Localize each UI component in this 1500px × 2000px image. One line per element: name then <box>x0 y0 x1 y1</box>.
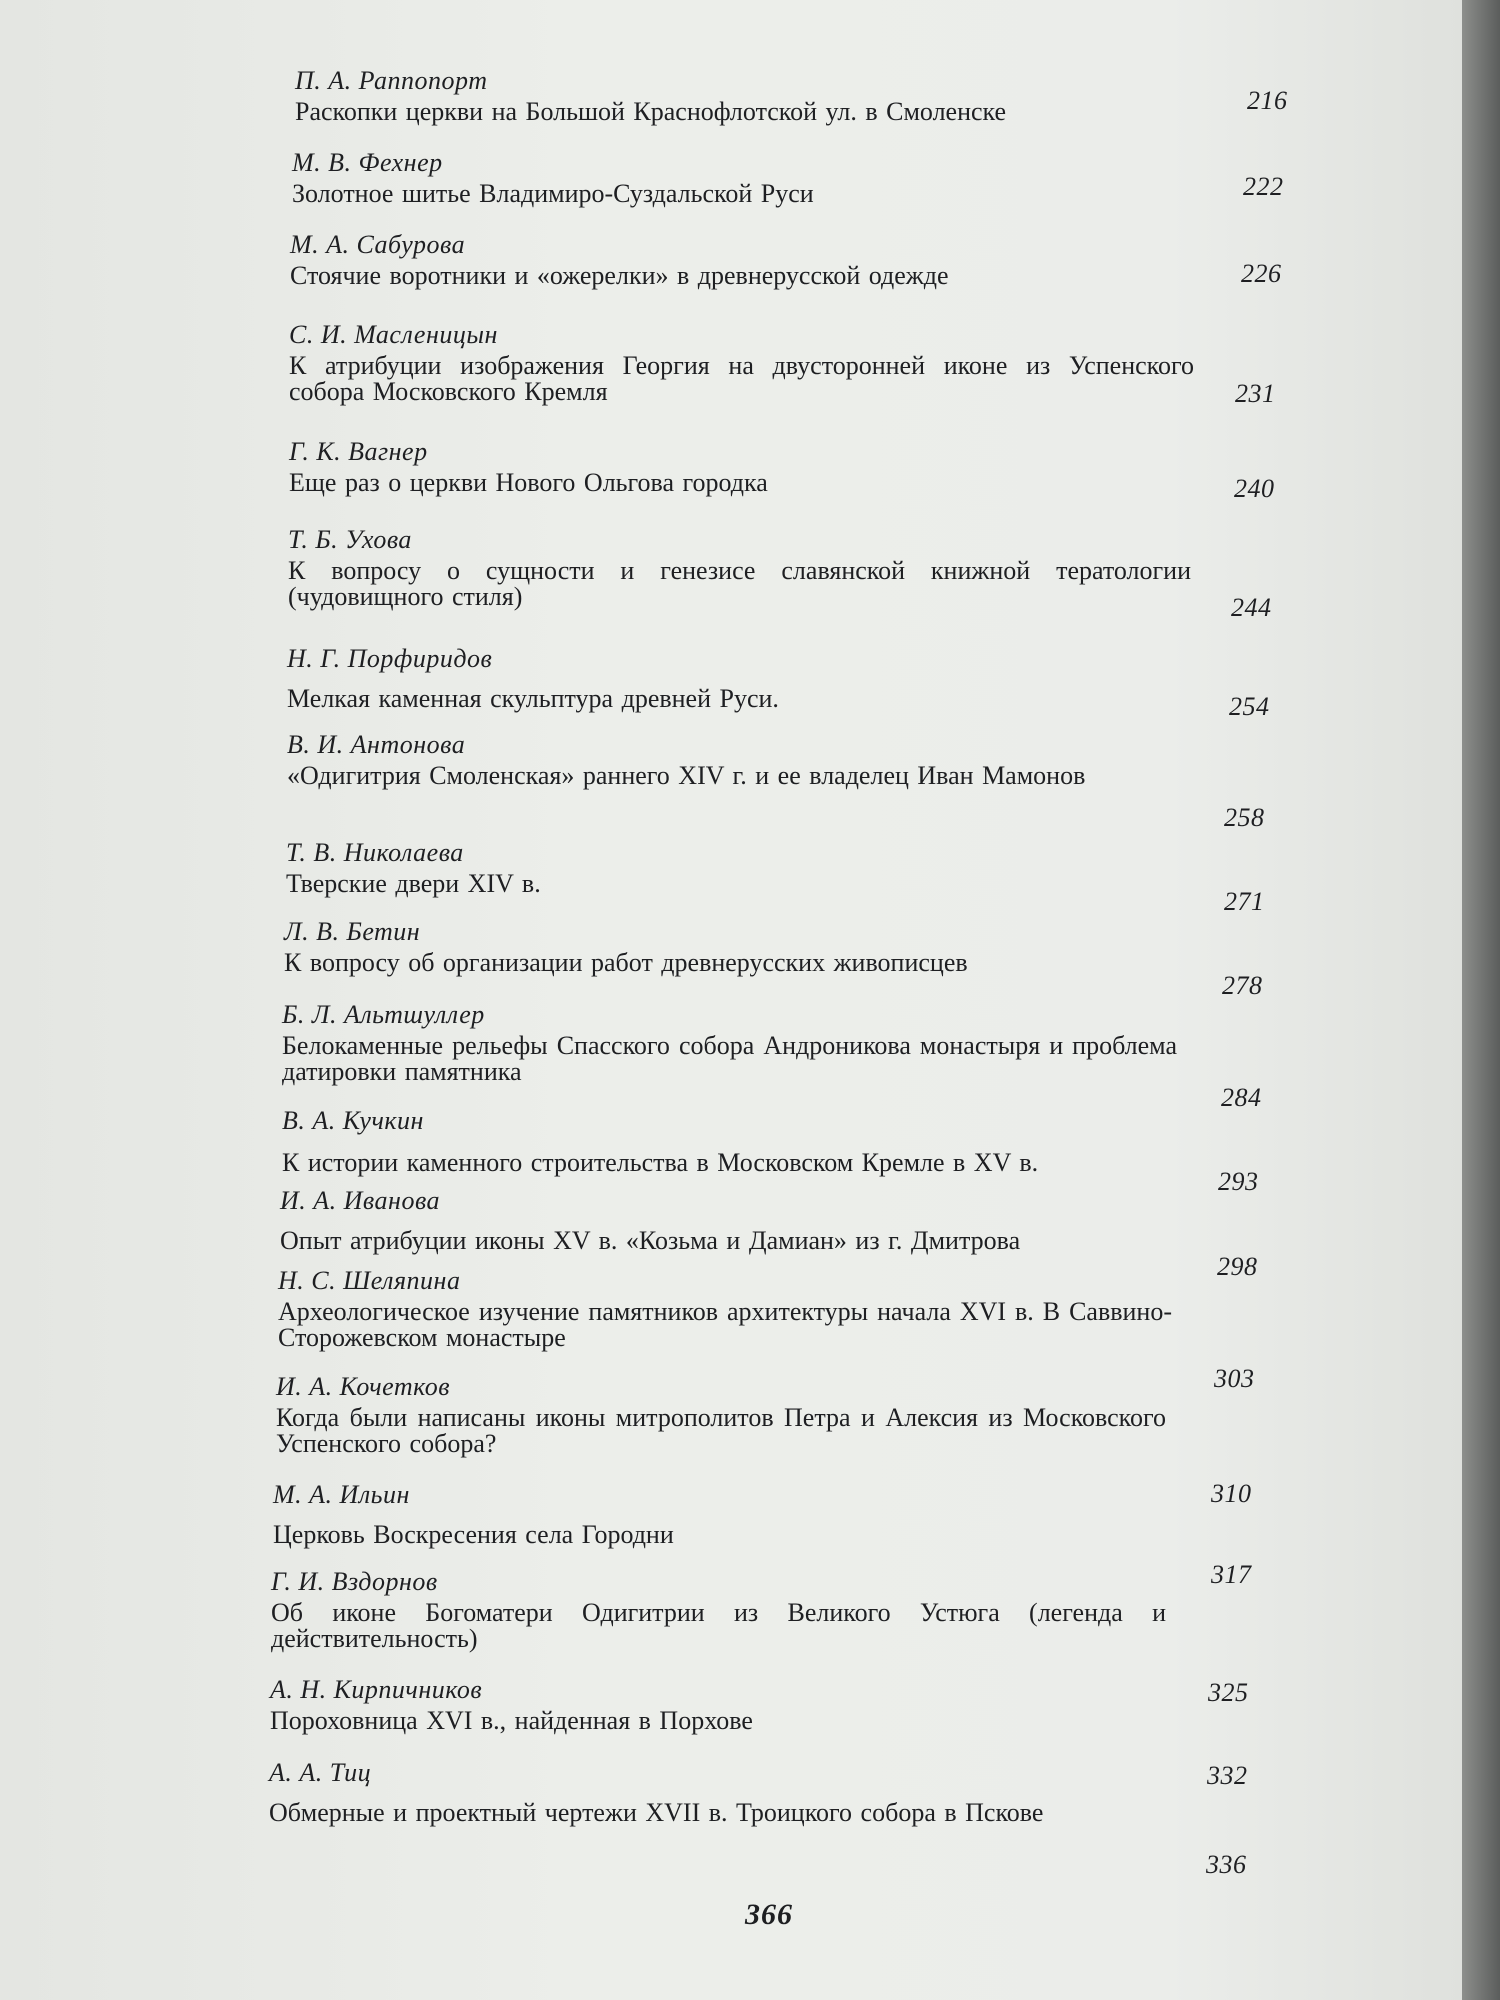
page-number-footer: 366 <box>745 1898 793 1931</box>
entry-page-number: 244 <box>1231 593 1272 622</box>
entry-page-number: 317 <box>1211 1560 1252 1589</box>
entry-page-number: 216 <box>1247 86 1288 115</box>
entry-page-number: 310 <box>1211 1479 1252 1508</box>
toc-entry <box>271 1567 1166 1652</box>
entry-title: К атрибуции изображения Георгия на двусторонней иконе из Успенского собора Московского Кремля <box>289 351 1194 406</box>
toc-entry <box>287 730 1190 789</box>
entry-author: Т. Б. Ухова <box>288 525 412 554</box>
toc-entry <box>290 230 1150 289</box>
entry-author: М. В. Фехнер <box>292 148 443 177</box>
toc-entry <box>270 1675 1170 1734</box>
toc-entry <box>269 1758 1169 1826</box>
entry-title: Обмерные и проектный чертежи XVII в. Троицкого собора в Пскове <box>269 1798 1044 1827</box>
entry-title: К вопросу о сущности и генезисе славянской книжной тератологии (чудовищного стиля) <box>288 556 1191 611</box>
toc-entry <box>284 917 1144 976</box>
entry-author: В. И. Антонова <box>287 730 466 759</box>
page-edge-shadow <box>1462 0 1500 2000</box>
entry-page-number: 298 <box>1217 1252 1258 1281</box>
entry-title: К вопросу об организации работ древнерусских живописцев <box>284 948 968 977</box>
entry-page-number: 293 <box>1218 1167 1259 1196</box>
entry-author: Н. С. Шеляпина <box>278 1266 461 1295</box>
entry-title: К истории каменного строительства в Московском Кремле в XV в. <box>282 1148 1039 1177</box>
entry-page-number: 231 <box>1235 379 1276 408</box>
entry-author: А. А. Тиц <box>269 1758 372 1787</box>
entry-author: Г. И. Вздорнов <box>271 1567 438 1596</box>
entry-title: Пороховница XVI в., найденная в Порхове <box>270 1706 753 1735</box>
entry-title: Тверские двери XIV в. <box>286 869 541 898</box>
entry-page-number: 254 <box>1229 692 1270 721</box>
entry-author: Г. К. Вагнер <box>289 437 428 466</box>
entry-author: С. И. Масленицын <box>289 320 498 349</box>
entry-author: Т. В. Николаева <box>286 838 464 867</box>
entry-page-number: 332 <box>1207 1761 1248 1790</box>
entry-author: М. А. Ильин <box>273 1480 410 1509</box>
entry-title: Опыт атрибуции иконы XV в. «Козьма и Дамиан» из г. Дмитрова <box>280 1226 1021 1255</box>
entry-title: Еще раз о церкви Нового Ольгова городка <box>289 468 768 497</box>
entry-title: «Одигитрия Смоленская» раннего XIV г. и ее владелец Иван Мамонов <box>287 761 1086 790</box>
entry-page-number: 271 <box>1224 887 1265 916</box>
entry-author: А. Н. Кирпичников <box>270 1675 483 1704</box>
entry-page-number: 240 <box>1234 474 1275 503</box>
toc-entry <box>295 66 1155 125</box>
toc-entry <box>276 1372 1166 1457</box>
entry-title: Стоячие воротники и «ожерелки» в древнерусской одежде <box>290 261 949 290</box>
toc-entry <box>289 320 1194 405</box>
toc-entry <box>273 1480 1133 1548</box>
entry-author: И. А. Иванова <box>280 1186 441 1215</box>
entry-author: М. А. Сабурова <box>290 230 466 259</box>
entry-page-number: 258 <box>1224 803 1265 832</box>
entry-page-number: 278 <box>1222 971 1263 1000</box>
toc-entry <box>289 437 1149 496</box>
entry-title: Белокаменные рельефы Спасского собора Андроникова монастыря и проблема датировки памятника <box>282 1031 1177 1086</box>
entry-author: И. А. Кочетков <box>276 1372 451 1401</box>
toc-entry <box>287 644 1147 712</box>
entry-title: Раскопки церкви на Большой Краснофлотской ул. в Смоленске <box>295 97 1007 126</box>
entry-author: Б. Л. Альтшуллер <box>282 1000 485 1029</box>
toc-entry <box>286 838 1146 897</box>
toc-entry <box>282 1106 1182 1176</box>
toc-entry <box>278 1266 1172 1351</box>
entry-page-number: 284 <box>1221 1083 1262 1112</box>
toc-entry <box>282 1000 1177 1085</box>
entry-author: Н. Г. Порфиридов <box>287 644 493 673</box>
entry-page-number: 336 <box>1206 1850 1247 1879</box>
entry-page-number: 222 <box>1243 172 1284 201</box>
toc-entry <box>280 1186 1180 1254</box>
entry-title: Мелкая каменная скульптура древней Руси. <box>287 684 779 713</box>
entry-author: П. А. Раппопорт <box>295 66 488 95</box>
entry-title: Золотное шитье Владимиро-Суздальской Руси <box>292 179 814 208</box>
entry-author: Л. В. Бетин <box>284 917 421 946</box>
entry-page-number: 226 <box>1241 259 1282 288</box>
toc-entry <box>292 148 1152 207</box>
entry-author: В. А. Кучкин <box>282 1106 424 1135</box>
entry-page-number: 325 <box>1208 1678 1249 1707</box>
entry-title: Об иконе Богоматери Одигитрии из Великого Устюга (легенда и действительность) <box>271 1598 1166 1653</box>
entry-title: Когда были написаны иконы митрополитов Петра и Алексия из Московского Успенского собора? <box>276 1403 1166 1458</box>
toc-entry <box>288 525 1191 610</box>
entry-page-number: 303 <box>1214 1364 1255 1393</box>
entry-title: Церковь Воскресения села Городни <box>273 1520 674 1549</box>
entry-title: Археологическое изучение памятников архитектуры начала XVI в. В Саввино-Сторожевском монастыре <box>278 1297 1172 1352</box>
